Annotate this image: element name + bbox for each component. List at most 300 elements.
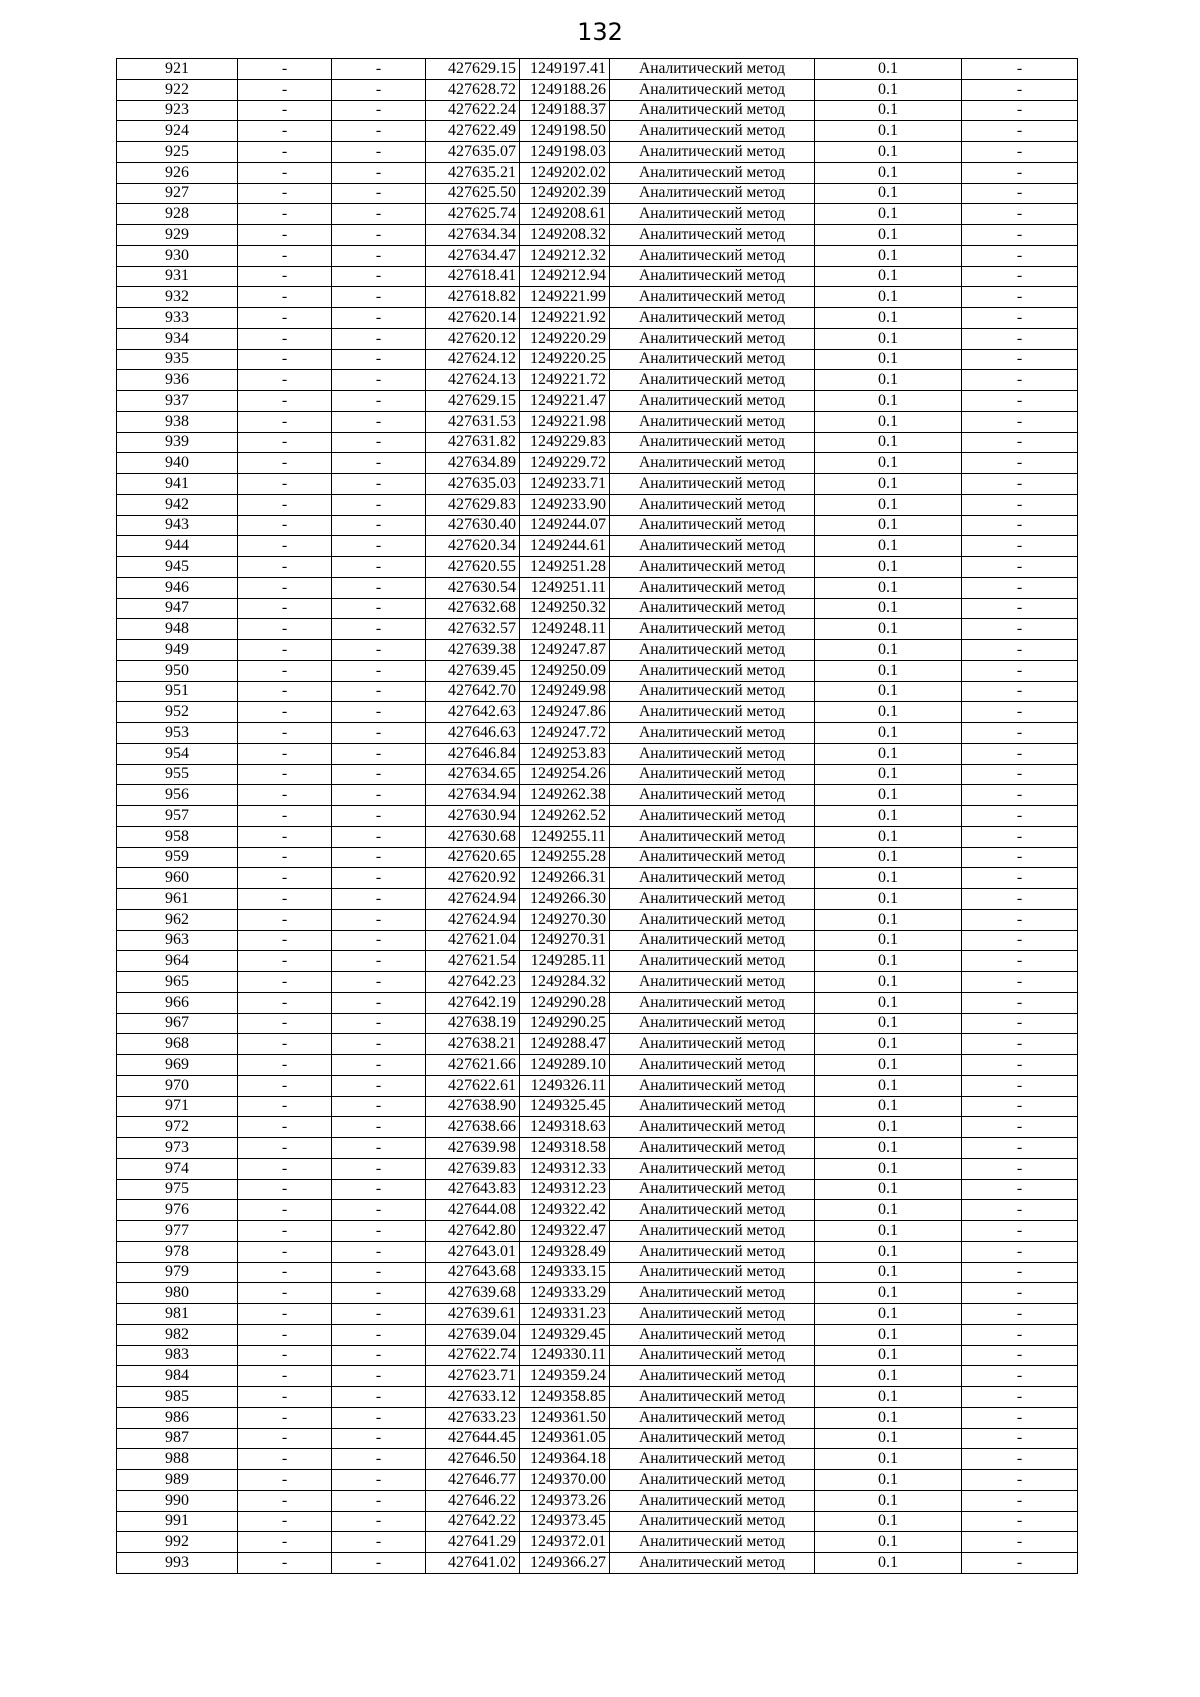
point-number-cell: 992	[117, 1532, 238, 1553]
y-coordinate-cell: 1249233.90	[520, 494, 610, 515]
table-row	[117, 868, 1078, 889]
old-y-cell: -	[332, 328, 426, 349]
old-x-cell: -	[238, 349, 332, 370]
table-row	[117, 619, 1078, 640]
accuracy-cell: 0.1	[815, 930, 962, 951]
table-row	[117, 1117, 1078, 1138]
table-row	[117, 1387, 1078, 1408]
accuracy-cell: 0.1	[815, 806, 962, 827]
x-coordinate-cell: 427639.04	[426, 1324, 520, 1345]
x-coordinate-cell: 427635.07	[426, 142, 520, 163]
method-cell: Аналитический метод	[610, 1096, 815, 1117]
x-coordinate-cell: 427642.80	[426, 1221, 520, 1242]
x-coordinate-cell: 427638.66	[426, 1117, 520, 1138]
old-x-cell: -	[238, 868, 332, 889]
old-y-cell: -	[332, 785, 426, 806]
old-x-cell: -	[238, 1449, 332, 1470]
old-y-cell: -	[332, 1158, 426, 1179]
point-number-cell: 929	[117, 225, 238, 246]
old-y-cell: -	[332, 79, 426, 100]
table-row	[117, 1366, 1078, 1387]
accuracy-cell: 0.1	[815, 59, 962, 80]
table-row	[117, 183, 1078, 204]
point-number-cell: 989	[117, 1470, 238, 1491]
x-coordinate-cell: 427618.41	[426, 266, 520, 287]
old-x-cell: -	[238, 1428, 332, 1449]
old-x-cell: -	[238, 743, 332, 764]
table-row	[117, 494, 1078, 515]
description-cell: -	[962, 868, 1078, 889]
table-row	[117, 1553, 1078, 1574]
method-cell: Аналитический метод	[610, 183, 815, 204]
table-row	[117, 764, 1078, 785]
table-row	[117, 1158, 1078, 1179]
description-cell: -	[962, 204, 1078, 225]
old-y-cell: -	[332, 411, 426, 432]
method-cell: Аналитический метод	[610, 1034, 815, 1055]
y-coordinate-cell: 1249266.30	[520, 889, 610, 910]
old-x-cell: -	[238, 619, 332, 640]
accuracy-cell: 0.1	[815, 868, 962, 889]
description-cell: -	[962, 640, 1078, 661]
point-number-cell: 967	[117, 1013, 238, 1034]
accuracy-cell: 0.1	[815, 1283, 962, 1304]
description-cell: -	[962, 225, 1078, 246]
point-number-cell: 991	[117, 1511, 238, 1532]
description-cell: -	[962, 681, 1078, 702]
point-number-cell: 942	[117, 494, 238, 515]
accuracy-cell: 0.1	[815, 951, 962, 972]
method-cell: Аналитический метод	[610, 1117, 815, 1138]
accuracy-cell: 0.1	[815, 494, 962, 515]
old-x-cell: -	[238, 1158, 332, 1179]
old-x-cell: -	[238, 826, 332, 847]
table-row	[117, 79, 1078, 100]
accuracy-cell: 0.1	[815, 764, 962, 785]
accuracy-cell: 0.1	[815, 391, 962, 412]
table-row	[117, 1138, 1078, 1159]
y-coordinate-cell: 1249253.83	[520, 743, 610, 764]
old-y-cell: -	[332, 1138, 426, 1159]
point-number-cell: 978	[117, 1241, 238, 1262]
description-cell: -	[962, 826, 1078, 847]
old-y-cell: -	[332, 162, 426, 183]
description-cell: -	[962, 1407, 1078, 1428]
description-cell: -	[962, 391, 1078, 412]
accuracy-cell: 0.1	[815, 557, 962, 578]
old-x-cell: -	[238, 515, 332, 536]
method-cell: Аналитический метод	[610, 1428, 815, 1449]
old-x-cell: -	[238, 162, 332, 183]
point-number-cell: 981	[117, 1304, 238, 1325]
y-coordinate-cell: 1249250.32	[520, 598, 610, 619]
y-coordinate-cell: 1249244.61	[520, 536, 610, 557]
accuracy-cell: 0.1	[815, 847, 962, 868]
y-coordinate-cell: 1249220.29	[520, 328, 610, 349]
description-cell: -	[962, 1345, 1078, 1366]
old-x-cell: -	[238, 1532, 332, 1553]
accuracy-cell: 0.1	[815, 1138, 962, 1159]
method-cell: Аналитический метод	[610, 660, 815, 681]
method-cell: Аналитический метод	[610, 1200, 815, 1221]
accuracy-cell: 0.1	[815, 1449, 962, 1470]
x-coordinate-cell: 427624.12	[426, 349, 520, 370]
old-x-cell: -	[238, 598, 332, 619]
old-x-cell: -	[238, 1490, 332, 1511]
y-coordinate-cell: 1249333.15	[520, 1262, 610, 1283]
accuracy-cell: 0.1	[815, 100, 962, 121]
old-x-cell: -	[238, 245, 332, 266]
point-number-cell: 921	[117, 59, 238, 80]
method-cell: Аналитический метод	[610, 328, 815, 349]
point-number-cell: 946	[117, 577, 238, 598]
description-cell: -	[962, 1532, 1078, 1553]
description-cell: -	[962, 1200, 1078, 1221]
old-x-cell: -	[238, 1117, 332, 1138]
table-row	[117, 847, 1078, 868]
accuracy-cell: 0.1	[815, 225, 962, 246]
old-y-cell: -	[332, 142, 426, 163]
old-y-cell: -	[332, 474, 426, 495]
old-y-cell: -	[332, 1407, 426, 1428]
y-coordinate-cell: 1249247.87	[520, 640, 610, 661]
old-y-cell: -	[332, 681, 426, 702]
old-x-cell: -	[238, 266, 332, 287]
accuracy-cell: 0.1	[815, 245, 962, 266]
old-y-cell: -	[332, 1304, 426, 1325]
description-cell: -	[962, 287, 1078, 308]
old-x-cell: -	[238, 225, 332, 246]
description-cell: -	[962, 308, 1078, 329]
old-y-cell: -	[332, 183, 426, 204]
old-x-cell: -	[238, 847, 332, 868]
description-cell: -	[962, 245, 1078, 266]
y-coordinate-cell: 1249322.47	[520, 1221, 610, 1242]
x-coordinate-cell: 427642.19	[426, 992, 520, 1013]
point-number-cell: 952	[117, 702, 238, 723]
table-row	[117, 1449, 1078, 1470]
description-cell: -	[962, 972, 1078, 993]
accuracy-cell: 0.1	[815, 785, 962, 806]
old-y-cell: -	[332, 847, 426, 868]
method-cell: Аналитический метод	[610, 1055, 815, 1076]
old-y-cell: -	[332, 1366, 426, 1387]
description-cell: -	[962, 1221, 1078, 1242]
x-coordinate-cell: 427638.21	[426, 1034, 520, 1055]
old-y-cell: -	[332, 1075, 426, 1096]
y-coordinate-cell: 1249366.27	[520, 1553, 610, 1574]
table-row	[117, 1324, 1078, 1345]
x-coordinate-cell: 427629.15	[426, 59, 520, 80]
accuracy-cell: 0.1	[815, 619, 962, 640]
y-coordinate-cell: 1249289.10	[520, 1055, 610, 1076]
old-y-cell: -	[332, 204, 426, 225]
y-coordinate-cell: 1249290.25	[520, 1013, 610, 1034]
accuracy-cell: 0.1	[815, 1013, 962, 1034]
x-coordinate-cell: 427624.94	[426, 909, 520, 930]
accuracy-cell: 0.1	[815, 1158, 962, 1179]
old-y-cell: -	[332, 1096, 426, 1117]
old-x-cell: -	[238, 432, 332, 453]
old-y-cell: -	[332, 951, 426, 972]
table-row	[117, 577, 1078, 598]
old-y-cell: -	[332, 806, 426, 827]
method-cell: Аналитический метод	[610, 245, 815, 266]
old-x-cell: -	[238, 930, 332, 951]
coordinates-table	[116, 58, 1078, 1574]
table-row	[117, 1179, 1078, 1200]
point-number-cell: 973	[117, 1138, 238, 1159]
old-y-cell: -	[332, 743, 426, 764]
table-row	[117, 245, 1078, 266]
point-number-cell: 945	[117, 557, 238, 578]
old-y-cell: -	[332, 640, 426, 661]
y-coordinate-cell: 1249221.47	[520, 391, 610, 412]
table-row	[117, 557, 1078, 578]
old-y-cell: -	[332, 702, 426, 723]
y-coordinate-cell: 1249329.45	[520, 1324, 610, 1345]
y-coordinate-cell: 1249208.61	[520, 204, 610, 225]
x-coordinate-cell: 427644.45	[426, 1428, 520, 1449]
old-x-cell: -	[238, 121, 332, 142]
old-y-cell: -	[332, 349, 426, 370]
x-coordinate-cell: 427622.24	[426, 100, 520, 121]
table-row	[117, 142, 1078, 163]
point-number-cell: 941	[117, 474, 238, 495]
table-row	[117, 1490, 1078, 1511]
method-cell: Аналитический метод	[610, 1387, 815, 1408]
method-cell: Аналитический метод	[610, 1075, 815, 1096]
old-y-cell: -	[332, 266, 426, 287]
description-cell: -	[962, 1179, 1078, 1200]
table-row	[117, 536, 1078, 557]
point-number-cell: 966	[117, 992, 238, 1013]
accuracy-cell: 0.1	[815, 598, 962, 619]
accuracy-cell: 0.1	[815, 1179, 962, 1200]
y-coordinate-cell: 1249359.24	[520, 1366, 610, 1387]
y-coordinate-cell: 1249318.63	[520, 1117, 610, 1138]
x-coordinate-cell: 427639.38	[426, 640, 520, 661]
method-cell: Аналитический метод	[610, 868, 815, 889]
method-cell: Аналитический метод	[610, 79, 815, 100]
old-y-cell: -	[332, 308, 426, 329]
x-coordinate-cell: 427621.66	[426, 1055, 520, 1076]
x-coordinate-cell: 427621.54	[426, 951, 520, 972]
table-row	[117, 349, 1078, 370]
old-y-cell: -	[332, 1490, 426, 1511]
old-x-cell: -	[238, 577, 332, 598]
y-coordinate-cell: 1249198.03	[520, 142, 610, 163]
x-coordinate-cell: 427642.23	[426, 972, 520, 993]
point-number-cell: 948	[117, 619, 238, 640]
x-coordinate-cell: 427630.54	[426, 577, 520, 598]
y-coordinate-cell: 1249373.26	[520, 1490, 610, 1511]
method-cell: Аналитический метод	[610, 557, 815, 578]
y-coordinate-cell: 1249370.00	[520, 1470, 610, 1491]
method-cell: Аналитический метод	[610, 909, 815, 930]
accuracy-cell: 0.1	[815, 909, 962, 930]
old-y-cell: -	[332, 1013, 426, 1034]
description-cell: -	[962, 1490, 1078, 1511]
method-cell: Аналитический метод	[610, 225, 815, 246]
table-row	[117, 1532, 1078, 1553]
x-coordinate-cell: 427625.74	[426, 204, 520, 225]
x-coordinate-cell: 427635.03	[426, 474, 520, 495]
x-coordinate-cell: 427639.68	[426, 1283, 520, 1304]
point-number-cell: 950	[117, 660, 238, 681]
old-y-cell: -	[332, 889, 426, 910]
table-row	[117, 826, 1078, 847]
y-coordinate-cell: 1249330.11	[520, 1345, 610, 1366]
description-cell: -	[962, 494, 1078, 515]
y-coordinate-cell: 1249248.11	[520, 619, 610, 640]
accuracy-cell: 0.1	[815, 1117, 962, 1138]
y-coordinate-cell: 1249285.11	[520, 951, 610, 972]
description-cell: -	[962, 1158, 1078, 1179]
x-coordinate-cell: 427641.02	[426, 1553, 520, 1574]
old-y-cell: -	[332, 826, 426, 847]
old-y-cell: -	[332, 1034, 426, 1055]
method-cell: Аналитический метод	[610, 494, 815, 515]
point-number-cell: 969	[117, 1055, 238, 1076]
x-coordinate-cell: 427643.68	[426, 1262, 520, 1283]
point-number-cell: 951	[117, 681, 238, 702]
description-cell: -	[962, 723, 1078, 744]
y-coordinate-cell: 1249188.26	[520, 79, 610, 100]
accuracy-cell: 0.1	[815, 162, 962, 183]
old-y-cell: -	[332, 1428, 426, 1449]
description-cell: -	[962, 598, 1078, 619]
description-cell: -	[962, 474, 1078, 495]
point-number-cell: 933	[117, 308, 238, 329]
table-row	[117, 909, 1078, 930]
x-coordinate-cell: 427633.23	[426, 1407, 520, 1428]
description-cell: -	[962, 1013, 1078, 1034]
accuracy-cell: 0.1	[815, 142, 962, 163]
old-x-cell: -	[238, 411, 332, 432]
table-row	[117, 59, 1078, 80]
table-row	[117, 930, 1078, 951]
y-coordinate-cell: 1249229.72	[520, 453, 610, 474]
y-coordinate-cell: 1249249.98	[520, 681, 610, 702]
method-cell: Аналитический метод	[610, 826, 815, 847]
y-coordinate-cell: 1249318.58	[520, 1138, 610, 1159]
method-cell: Аналитический метод	[610, 391, 815, 412]
method-cell: Аналитический метод	[610, 598, 815, 619]
table-row	[117, 1241, 1078, 1262]
method-cell: Аналитический метод	[610, 1158, 815, 1179]
point-number-cell: 943	[117, 515, 238, 536]
x-coordinate-cell: 427641.29	[426, 1532, 520, 1553]
old-x-cell: -	[238, 204, 332, 225]
table-row	[117, 785, 1078, 806]
y-coordinate-cell: 1249364.18	[520, 1449, 610, 1470]
point-number-cell: 957	[117, 806, 238, 827]
y-coordinate-cell: 1249328.49	[520, 1241, 610, 1262]
old-x-cell: -	[238, 1075, 332, 1096]
description-cell: -	[962, 1449, 1078, 1470]
old-x-cell: -	[238, 702, 332, 723]
old-x-cell: -	[238, 806, 332, 827]
point-number-cell: 936	[117, 370, 238, 391]
point-number-cell: 938	[117, 411, 238, 432]
y-coordinate-cell: 1249262.52	[520, 806, 610, 827]
table-row	[117, 391, 1078, 412]
table-row	[117, 1034, 1078, 1055]
table-row	[117, 432, 1078, 453]
method-cell: Аналитический метод	[610, 889, 815, 910]
x-coordinate-cell: 427624.13	[426, 370, 520, 391]
old-y-cell: -	[332, 1283, 426, 1304]
y-coordinate-cell: 1249221.92	[520, 308, 610, 329]
description-cell: -	[962, 1055, 1078, 1076]
method-cell: Аналитический метод	[610, 349, 815, 370]
old-y-cell: -	[332, 1262, 426, 1283]
method-cell: Аналитический метод	[610, 723, 815, 744]
point-number-cell: 932	[117, 287, 238, 308]
accuracy-cell: 0.1	[815, 1075, 962, 1096]
y-coordinate-cell: 1249312.33	[520, 1158, 610, 1179]
old-x-cell: -	[238, 1034, 332, 1055]
x-coordinate-cell: 427646.77	[426, 1470, 520, 1491]
old-y-cell: -	[332, 59, 426, 80]
method-cell: Аналитический метод	[610, 1179, 815, 1200]
point-number-cell: 962	[117, 909, 238, 930]
point-number-cell: 965	[117, 972, 238, 993]
method-cell: Аналитический метод	[610, 764, 815, 785]
y-coordinate-cell: 1249372.01	[520, 1532, 610, 1553]
old-y-cell: -	[332, 909, 426, 930]
old-y-cell: -	[332, 1117, 426, 1138]
old-x-cell: -	[238, 1013, 332, 1034]
y-coordinate-cell: 1249198.50	[520, 121, 610, 142]
description-cell: -	[962, 909, 1078, 930]
method-cell: Аналитический метод	[610, 930, 815, 951]
description-cell: -	[962, 557, 1078, 578]
point-number-cell: 955	[117, 764, 238, 785]
point-number-cell: 982	[117, 1324, 238, 1345]
point-number-cell: 947	[117, 598, 238, 619]
accuracy-cell: 0.1	[815, 1511, 962, 1532]
point-number-cell: 924	[117, 121, 238, 142]
x-coordinate-cell: 427625.50	[426, 183, 520, 204]
x-coordinate-cell: 427639.61	[426, 1304, 520, 1325]
old-y-cell: -	[332, 121, 426, 142]
x-coordinate-cell: 427634.65	[426, 764, 520, 785]
table-body	[117, 59, 1078, 1574]
accuracy-cell: 0.1	[815, 743, 962, 764]
point-number-cell: 928	[117, 204, 238, 225]
accuracy-cell: 0.1	[815, 1532, 962, 1553]
point-number-cell: 931	[117, 266, 238, 287]
description-cell: -	[962, 889, 1078, 910]
x-coordinate-cell: 427634.89	[426, 453, 520, 474]
old-y-cell: -	[332, 619, 426, 640]
table-row	[117, 225, 1078, 246]
point-number-cell: 927	[117, 183, 238, 204]
description-cell: -	[962, 1096, 1078, 1117]
old-x-cell: -	[238, 681, 332, 702]
point-number-cell: 940	[117, 453, 238, 474]
table-row	[117, 598, 1078, 619]
y-coordinate-cell: 1249288.47	[520, 1034, 610, 1055]
x-coordinate-cell: 427620.14	[426, 308, 520, 329]
old-y-cell: -	[332, 100, 426, 121]
y-coordinate-cell: 1249266.31	[520, 868, 610, 889]
description-cell: -	[962, 183, 1078, 204]
method-cell: Аналитический метод	[610, 1532, 815, 1553]
accuracy-cell: 0.1	[815, 370, 962, 391]
